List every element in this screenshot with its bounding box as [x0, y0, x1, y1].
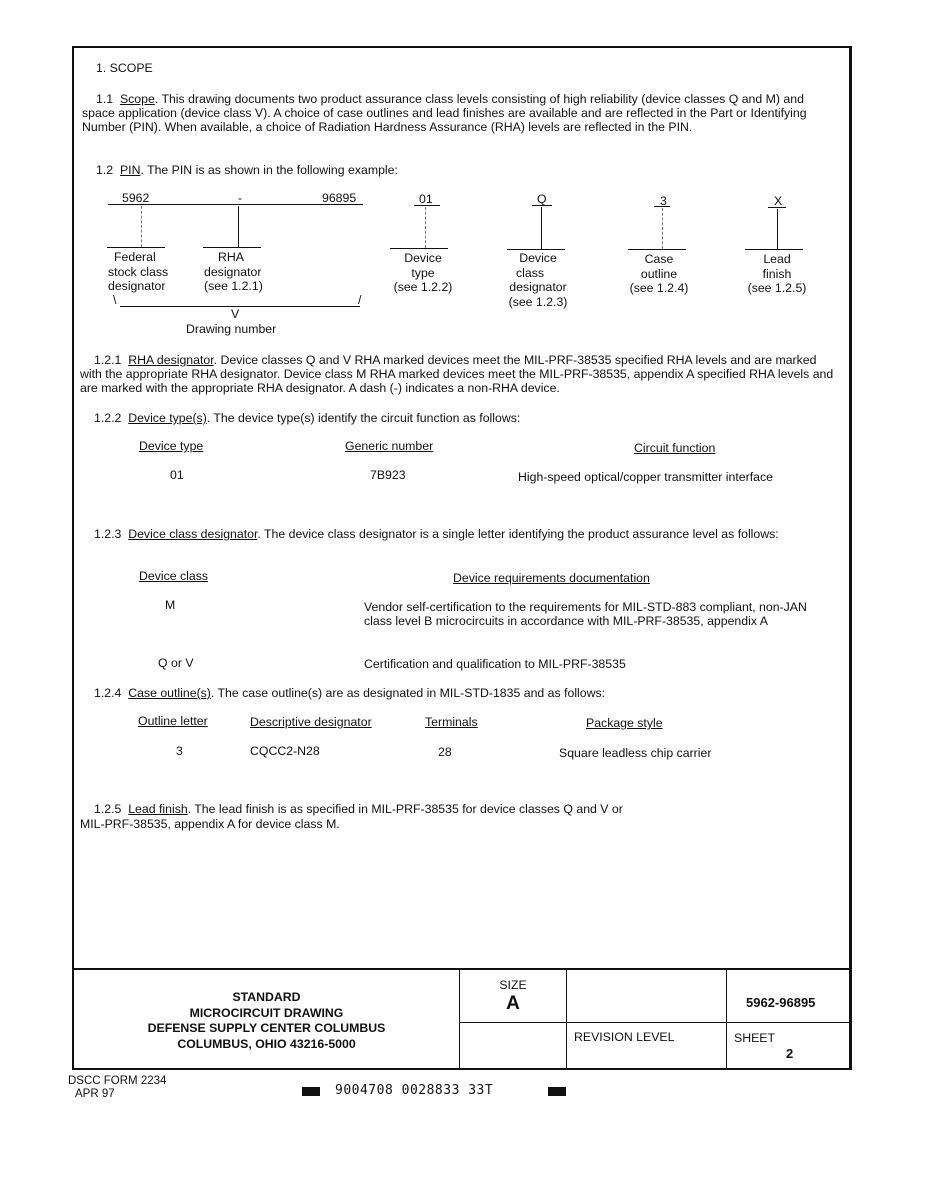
pin-label-case-outline: Case outline (see 1.2.4) [629, 252, 689, 295]
title-block-divider [726, 969, 727, 1069]
label-bar [390, 248, 448, 249]
paragraph-1-2-4: 1.2.4 Case outline(s). The case outline(s) are as designated in MIL-STD-1835 and as follows: [94, 686, 606, 700]
barcode-mark-icon [302, 1087, 320, 1096]
drawing-number-label: Drawing number [186, 322, 277, 336]
size-value: A [506, 993, 520, 1014]
para-title: RHA designator [128, 353, 214, 367]
pin-leader [662, 208, 663, 249]
agency-line: DEFENSE SUPPLY CENTER COLUMBUS [147, 1021, 386, 1035]
pin-underline [108, 204, 363, 205]
revision-label: REVISION LEVEL [574, 1030, 675, 1044]
label-bar [745, 249, 803, 250]
pin-leader [777, 209, 778, 249]
table-cell: 28 [438, 745, 452, 759]
pin-underline [414, 205, 440, 206]
para-number: 1.1 [96, 92, 114, 106]
bracket-line [120, 306, 360, 307]
column-header: Generic number [345, 439, 434, 453]
paragraph-1-2-3: 1.2.3 Device class designator. The device class designator is a single letter identifying the product assurance level as follows: [94, 527, 779, 541]
paragraph-1-1 [82, 92, 840, 134]
title-block-top [74, 968, 850, 970]
para-text: . The PIN is as shown in the following example: [140, 163, 398, 177]
para-title: PIN [119, 163, 141, 177]
agency-line: MICROCIRCUIT DRAWING [189, 1005, 344, 1020]
column-header: Terminals [425, 715, 478, 729]
column-header: Outline letter [138, 714, 208, 728]
pin-segment: 01 [419, 192, 433, 206]
bracket-mid: V [231, 307, 240, 321]
barcode-text: 9004708 0028833 33T [335, 1083, 494, 1098]
pin-segment: Q [537, 192, 547, 206]
para-title: Device class designator [128, 527, 258, 541]
sheet-label: SHEET [734, 1031, 775, 1045]
column-header: Package style [586, 716, 663, 730]
pin-segment: 3 [660, 194, 667, 208]
form-date: APR 97 [75, 1088, 115, 1100]
label-bar [203, 247, 261, 248]
table-cell: 01 [170, 468, 184, 482]
pin-leader [425, 207, 426, 248]
pin-segment: - [238, 191, 243, 205]
pin-underline [532, 205, 552, 206]
para-title: Case outline(s) [128, 686, 211, 700]
table-cell: M [165, 598, 176, 612]
column-header: Device class [139, 569, 209, 583]
column-header: Circuit function [634, 441, 716, 455]
label-bar [107, 247, 165, 248]
page-frame [72, 46, 852, 1070]
table-cell: 3 [176, 744, 183, 758]
table-cell: Square leadless chip carrier [559, 746, 712, 760]
paragraph-1-2-1: 1.2.1 RHA designator. Device classes Q and V RHA marked devices meet the MIL-PRF-38535 specified RHA levels and are marked with the appropriate RHA designator. Device class M RHA marked devices meet the MIL-PRF-38535, appendix A specified RHA levels and are marked with the appropriate RHA designator. A dash (-) indicates a non-RHA device. [80, 353, 834, 395]
barcode-mark-icon [548, 1087, 566, 1096]
table-cell: CQCC2-N28 [250, 744, 320, 758]
paragraph-1-2-5-cont: MIL-PRF-38535, appendix A for device class M. [80, 817, 340, 831]
bracket-right: / [358, 293, 362, 307]
column-header: Descriptive designator [250, 715, 372, 729]
size-label: SIZE [499, 978, 527, 992]
column-header: Device requirements documentation [453, 571, 650, 585]
table-cell: 7B923 [370, 468, 406, 482]
section-heading: 1. SCOPE [96, 61, 153, 75]
paragraph-1-2-2: 1.2.2 Device type(s). The device type(s) identify the circuit function as follows: [94, 411, 521, 425]
label-bar [628, 249, 686, 250]
paragraph-1-2 [96, 163, 398, 177]
sheet-number: 2 [786, 1046, 794, 1061]
paragraph-1-2-5: 1.2.5 Lead finish. The lead finish is as specified in MIL-PRF-38535 for device classes Q and V or [94, 802, 623, 816]
form-number: DSCC FORM 2234 [68, 1075, 167, 1087]
document-number: 5962-96895 [746, 995, 816, 1010]
pin-segment: 96895 [322, 191, 357, 205]
pin-segment: X [774, 194, 783, 208]
pin-label-device-class: Device class designator (see 1.2.3) [508, 251, 568, 309]
table-cell: High-speed optical/copper transmitter interface [518, 470, 773, 484]
bracket-left: \ [113, 293, 117, 307]
pin-label-lead-finish: Lead finish (see 1.2.5) [747, 252, 807, 295]
label-bar [507, 249, 565, 250]
pin-label-device-type: Device type (see 1.2.2) [393, 251, 453, 294]
agency-line: COLUMBUS, OHIO 43216-5000 [177, 1036, 356, 1051]
pin-underline [654, 206, 670, 207]
para-number: 1.2 [96, 163, 114, 177]
column-header: Device type [139, 439, 204, 453]
table-cell: Vendor self-certification to the requirements for MIL-STD-883 compliant, non-JAN class level B microcircuits in accordance with MIL-PRF-38535, appendix A [364, 600, 807, 628]
pin-leader [141, 206, 142, 247]
table-cell: Q or V [158, 656, 194, 670]
title-block-mid [459, 1022, 851, 1023]
pin-leader [238, 206, 239, 247]
pin-label-federal: Federal stock class designator [108, 250, 169, 293]
title-block-divider [566, 969, 567, 1069]
pin-segment: 5962 [122, 191, 150, 205]
pin-underline [768, 207, 786, 208]
agency-line: STANDARD [232, 990, 301, 1004]
para-text: . This drawing documents two product assurance class levels consisting of high reliability (device classes Q and M) and space application (device class V). A choice of case outlines and lead finishes are available and are reflected in the Part or Identifying Number (PIN). When available, a choice of Radiation Hardness Assurance (RHA) levels are reflected in the PIN. [82, 92, 807, 134]
pin-leader [541, 207, 542, 249]
para-title: Scope [119, 92, 155, 106]
table-cell: Certification and qualification to MIL-PRF-38535 [364, 657, 626, 671]
para-title: Lead finish [128, 802, 188, 816]
agency-block [74, 990, 459, 1052]
pin-label-rha: RHA designator (see 1.2.1) [204, 250, 263, 293]
para-title: Device type(s) [128, 411, 207, 425]
